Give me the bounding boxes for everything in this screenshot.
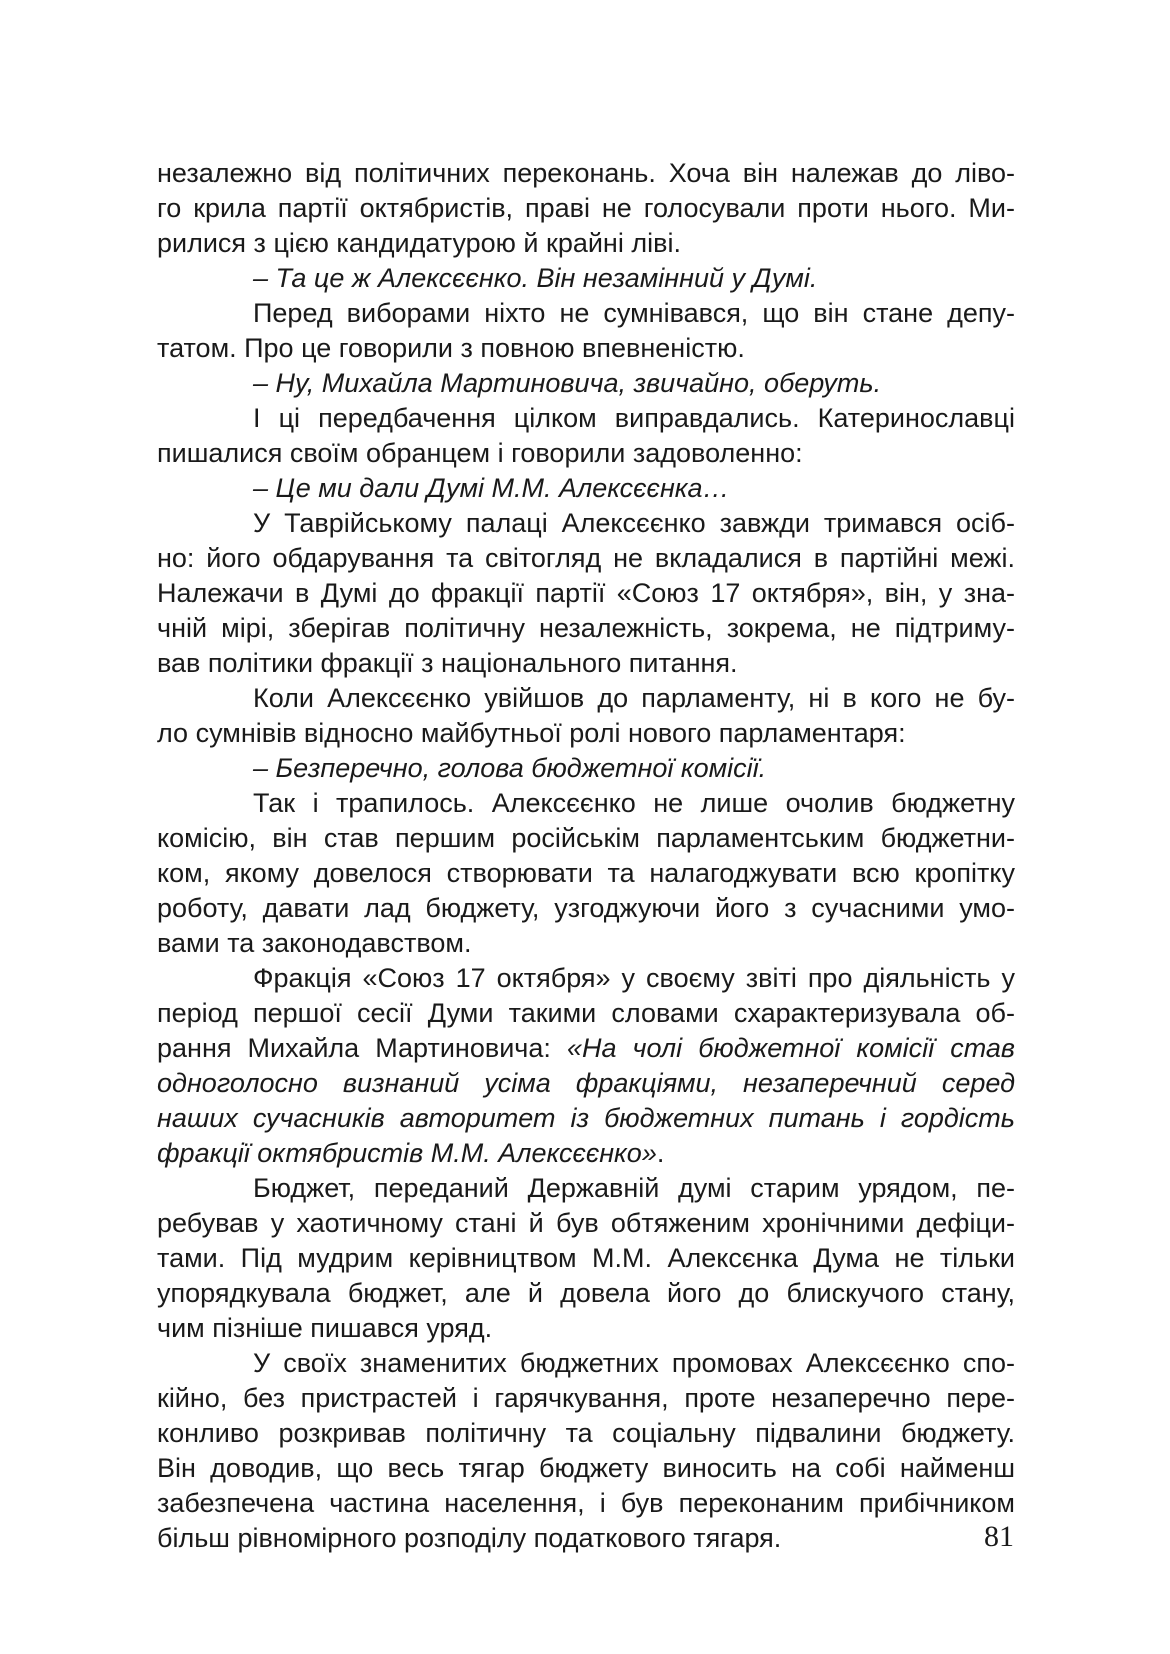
text-line <box>157 891 1015 926</box>
text-line <box>157 716 1015 751</box>
text-line-content: період першої сесії Думи такими словами схарактеризувала об- <box>157 998 1015 1028</box>
text-line-content: – Безперечно, голова бюджетної комісії. <box>253 753 767 783</box>
text-line-content: Фракція «Союз 17 октября» у своєму звіті про діяльність у <box>253 963 1015 993</box>
text-line-content: забезпечена частина населення, і був переконаним прибічником <box>157 1488 1015 1518</box>
text-line <box>157 1066 1015 1101</box>
text-line-content: вами та законодавством. <box>157 928 472 958</box>
text-line <box>157 296 1015 331</box>
text-line-content: Коли Алексєєнко увійшов до парламенту, ні в кого не бу- <box>253 683 1015 713</box>
text-line <box>157 611 1015 646</box>
text-line-content: роботу, давати лад бюджету, узгоджуючи його з сучасними умо- <box>157 893 1015 923</box>
text-line <box>157 1381 1015 1416</box>
text-line <box>157 1346 1015 1381</box>
text-line-content: пишалися своїм обранцем і говорили задоволенно: <box>157 438 803 468</box>
text-line <box>157 856 1015 891</box>
text-line <box>157 331 1015 366</box>
text-line <box>157 226 1015 261</box>
text-line-content: го крила партії октябристів, праві не голосували проти нього. Ми- <box>157 193 1015 223</box>
text-line-content: Належачи в Думі до фракції партії «Союз 17 октября», він, у зна- <box>157 578 1015 608</box>
text-line <box>157 261 1015 296</box>
text-line-content: Він доводив, що весь тягар бюджету виносить на собі найменш <box>157 1453 1015 1483</box>
text-line-content: Так і трапилось. Алексєєнко не лише очолив бюджетну <box>253 788 1015 818</box>
text-line-content: наших сучасників авторитет із бюджетних питань і гордість <box>157 1103 1015 1133</box>
text-line <box>157 1451 1015 1486</box>
text-line-content: Бюджет, переданий Державній думі старим урядом, пе- <box>253 1173 1015 1203</box>
text-line <box>157 821 1015 856</box>
text-line <box>157 1416 1015 1451</box>
text-line-content: фракції октябристів М.М. Алексєєнко» <box>157 1138 657 1168</box>
italic-quote: «На чолі бюджетної комісії став <box>566 1033 1015 1063</box>
text-line-content: Перед виборами ніхто не сумнівався, що він стане депу- <box>253 298 1015 328</box>
text-line <box>157 786 1015 821</box>
text-line <box>157 366 1015 401</box>
text-line-content: – Ну, Михайла Мартиновича, звичайно, оберуть. <box>253 368 882 398</box>
text-line-content: І ці передбачення цілком виправдались. Катеринославці <box>253 403 1015 433</box>
text-line <box>157 1171 1015 1206</box>
line-tail: . <box>656 1138 665 1168</box>
text-line <box>157 1521 1015 1556</box>
text-line <box>157 506 1015 541</box>
text-line <box>157 926 1015 961</box>
text-line <box>157 401 1015 436</box>
text-line-content: ребував у хаотичному стані й був обтяженим хронічними дефіци- <box>157 1208 1015 1238</box>
page-number: 81 <box>984 1520 1014 1553</box>
text-line-content: но: його обдарування та світогляд не вкладалися в партійні межі. <box>157 543 1015 573</box>
text-line-content: ком, якому довелося створювати та налагоджувати всю кропітку <box>157 858 1015 888</box>
text-line <box>157 576 1015 611</box>
text-line <box>157 751 1015 786</box>
text-line <box>157 156 1015 191</box>
text-line <box>157 1206 1015 1241</box>
text-line-content: татом. Про це говорили з повною впевненістю. <box>157 333 745 363</box>
text-line-content: незалежно від політичних переконань. Хоча він належав до ліво- <box>157 158 1015 188</box>
text-line <box>157 436 1015 471</box>
text-line-content: більш рівномірного розподілу податкового тягаря. <box>157 1523 782 1553</box>
text-line-content: вав політики фракції з національного питання. <box>157 648 738 678</box>
text-line <box>157 1241 1015 1276</box>
text-line <box>157 1101 1015 1136</box>
text-line-content: кійно, без пристрастей і гарячкування, проте незаперечно пере- <box>157 1383 1015 1413</box>
text-line <box>157 1486 1015 1521</box>
text-line <box>157 646 1015 681</box>
text-line <box>157 471 1015 506</box>
text-line <box>157 1311 1015 1346</box>
text-line-content: чній мірі, зберігав політичну незалежність, зокрема, не підтриму- <box>157 613 1015 643</box>
text-line-content: У своїх знаменитих бюджетних промовах Алексєєнко спо- <box>253 1348 1015 1378</box>
text-line-content: комісію, він став першим російськім парламентським бюджетни- <box>157 823 1015 853</box>
text-line-content: рання Михайла Мартиновича: <box>157 1033 567 1063</box>
text-line <box>157 961 1015 996</box>
text-line <box>157 541 1015 576</box>
text-line-content: – Це ми дали Думі М.М. Алексєєнка… <box>253 473 730 503</box>
text-line-content: конливо розкривав політичну та соціальну підвалини бюджету. <box>157 1418 1015 1448</box>
text-line-content: одноголосно визнаний усіма фракціями, незаперечний серед <box>157 1068 1015 1098</box>
body-text <box>157 156 1015 1556</box>
text-line <box>157 996 1015 1031</box>
text-line <box>157 681 1015 716</box>
text-line <box>157 1031 1015 1066</box>
text-line-content: рилися з цією кандидатурою й крайні ліві. <box>157 228 681 258</box>
text-line-content: ло сумнівів відносно майбутньої ролі нового парламентаря: <box>157 718 906 748</box>
text-line-content: У Таврійському палаці Алексєєнко завжди тримався осіб- <box>253 508 1015 538</box>
text-line-content: упорядкувала бюджет, але й довела його до блискучого стану, <box>157 1278 1015 1308</box>
text-line <box>157 191 1015 226</box>
text-line-content: чим пізніше пишався уряд. <box>157 1313 493 1343</box>
text-line <box>157 1276 1015 1311</box>
text-line <box>157 1136 1015 1171</box>
text-line-content: тами. Під мудрим керівництвом М.М. Алексєнка Дума не тільки <box>157 1243 1015 1273</box>
text-line-content: – Та це ж Алексєєнко. Він незамінний у Думі. <box>253 263 818 293</box>
